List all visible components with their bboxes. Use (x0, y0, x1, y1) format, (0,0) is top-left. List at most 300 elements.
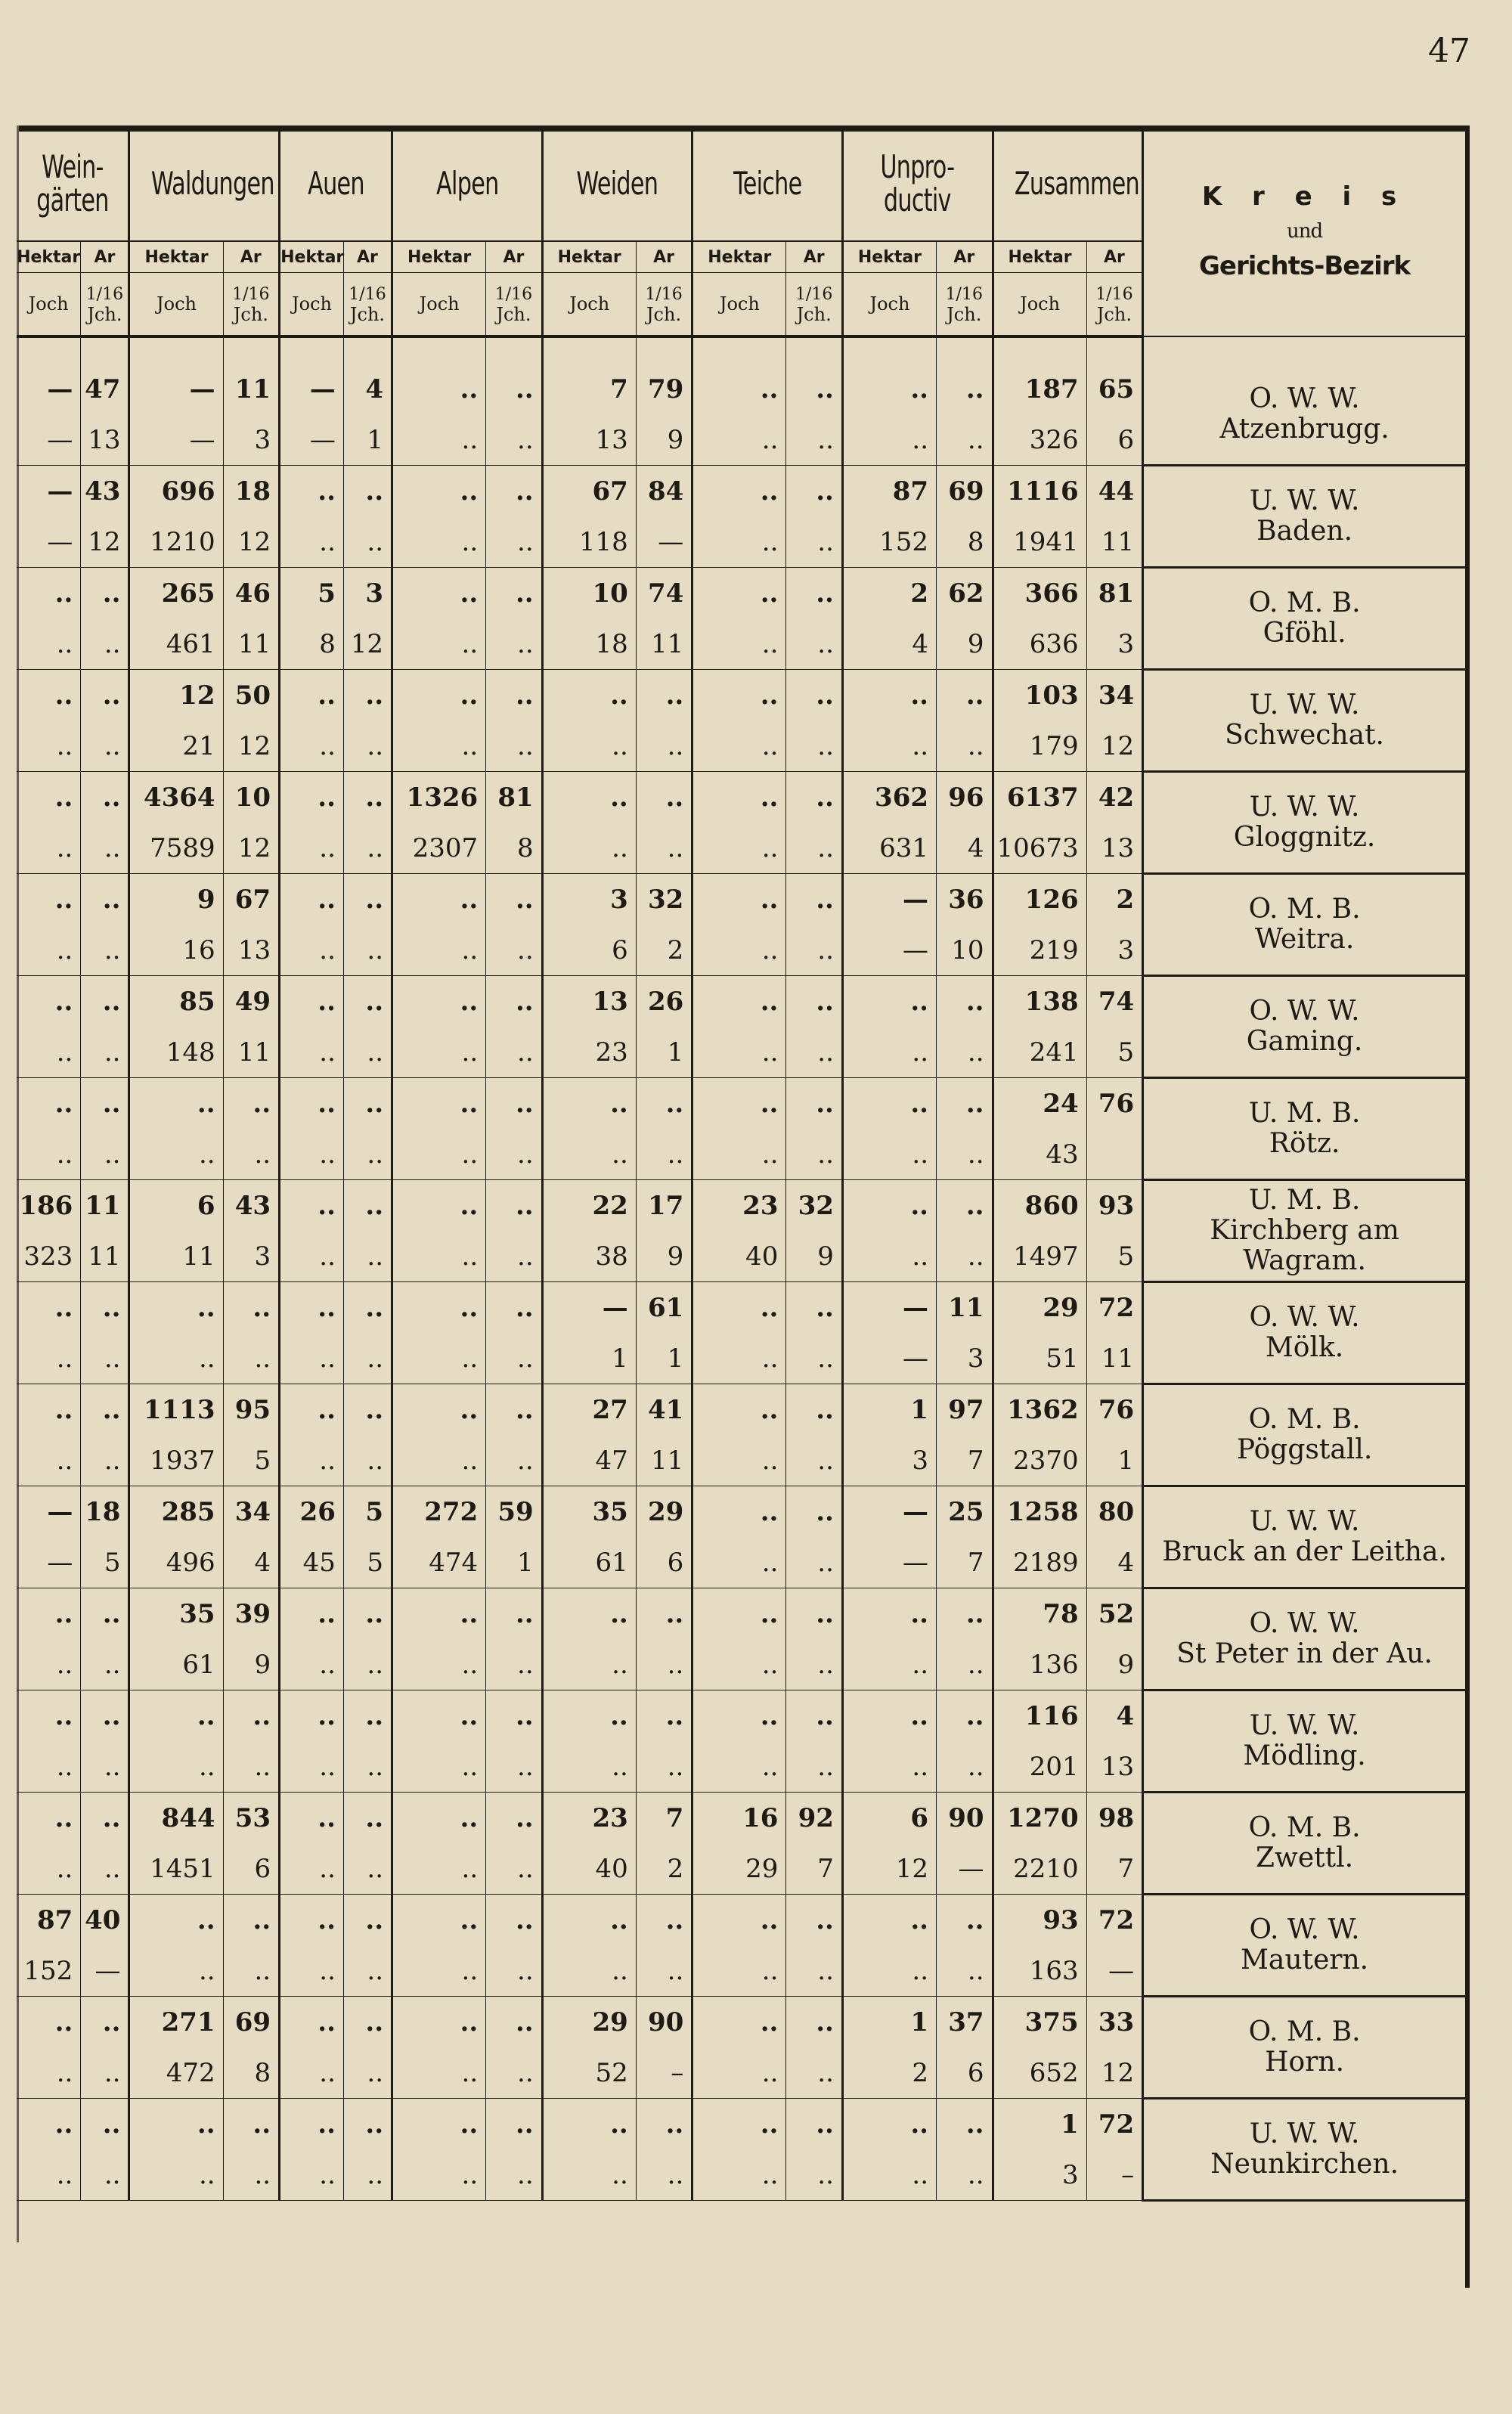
table-cell: 6 (636, 1537, 692, 1588)
spacer-cell (786, 336, 843, 364)
table-cell: 2 (636, 1843, 692, 1895)
table-cell: .. (81, 1843, 129, 1895)
table-cell: 12 (223, 823, 280, 874)
table-cell: 7589 (129, 823, 223, 874)
spacer-cell (129, 336, 223, 364)
spacer-cell (937, 336, 993, 364)
kreis-cell (1143, 1895, 1465, 1997)
unit-jch: Jch. (646, 304, 682, 325)
table-cell: .. (486, 466, 542, 517)
table-cell: .. (692, 874, 786, 925)
table-cell: .. (392, 670, 486, 721)
table-cell: 29 (636, 1486, 692, 1538)
table-cell: .. (486, 670, 542, 721)
table-cell: 13 (223, 925, 280, 976)
table-cell: .. (692, 1282, 786, 1334)
table-cell: 11 (223, 618, 280, 670)
table-cell: .. (486, 1843, 542, 1895)
table-cell: .. (392, 1180, 486, 1232)
table-cell: .. (17, 823, 81, 874)
table-cell: .. (280, 772, 344, 823)
gerichts-bezirk-name: Pöggstall. (1236, 1434, 1373, 1465)
table-cell: 5 (343, 1486, 392, 1538)
table-cell: 62 (937, 568, 993, 619)
table-cell: .. (81, 720, 129, 772)
table-cell: .. (636, 1588, 692, 1640)
table-cell: .. (692, 1895, 786, 1946)
table-cell: 34 (223, 1486, 280, 1538)
table-cell: — (842, 1486, 936, 1538)
table-cell: 860 (993, 1180, 1086, 1232)
unit-ar: Ar (81, 241, 129, 273)
table-cell: .. (692, 2099, 786, 2150)
table-cell: 8 (223, 2047, 280, 2099)
table-cell: 5 (343, 1537, 392, 1588)
table-cell: .. (343, 2149, 392, 2201)
unit-ar: Ar (1086, 241, 1143, 273)
gerichts-bezirk-name: Zwettl. (1256, 1842, 1354, 1873)
group-weingaerten: Wein-gärten (33, 127, 113, 241)
table-cell: 126 (993, 874, 1086, 925)
table-cell: 12 (343, 618, 392, 670)
table-cell: — (17, 364, 81, 414)
table-cell: .. (392, 1435, 486, 1486)
table-cell: 2307 (392, 823, 486, 874)
table-cell: .. (542, 2149, 636, 2201)
table-cell: 148 (129, 1027, 223, 1078)
table-cell: .. (392, 1793, 486, 1844)
table-cell: 6137 (993, 772, 1086, 823)
table-cell: — (937, 1843, 993, 1895)
table-cell: .. (842, 1741, 936, 1793)
table-cell: 1 (343, 414, 392, 466)
table-cell: 52 (542, 2047, 636, 2099)
table-row-top (17, 1690, 1465, 1742)
unit-sixteenth-joch (486, 273, 542, 337)
table-cell: .. (786, 466, 843, 517)
table-cell: — (842, 1282, 936, 1334)
spacer-cell (486, 336, 542, 364)
table-cell: 1451 (129, 1843, 223, 1895)
table-cell: 47 (81, 364, 129, 414)
table-cell: 1 (542, 1333, 636, 1384)
table-cell: .. (81, 1588, 129, 1640)
table-cell: .. (692, 925, 786, 976)
table-cell: .. (17, 1690, 81, 1742)
table-cell: 59 (486, 1486, 542, 1538)
table-cell: .. (81, 976, 129, 1027)
table-cell: .. (81, 2047, 129, 2099)
table-cell: .. (692, 976, 786, 1027)
table-cell: .. (392, 1741, 486, 1793)
table-cell: 1210 (129, 516, 223, 568)
table-cell: .. (486, 1997, 542, 2048)
table-cell: .. (392, 720, 486, 772)
table-cell: .. (343, 1129, 392, 1180)
table-cell: .. (842, 414, 936, 466)
table-cell: .. (343, 1231, 392, 1282)
table-cell: 6 (223, 1843, 280, 1895)
table-cell: 95 (223, 1384, 280, 1436)
table-cell: 1270 (993, 1793, 1086, 1844)
table-cell: .. (17, 2149, 81, 2201)
table-cell: 80 (1086, 1486, 1143, 1538)
table-cell: .. (280, 1997, 344, 2048)
table-cell: 6 (542, 925, 636, 976)
table-cell: .. (392, 1078, 486, 1130)
table-cell: 163 (993, 1945, 1086, 1997)
table-cell: 265 (129, 568, 223, 619)
table-cell: .. (81, 2099, 129, 2150)
table-cell: .. (692, 1027, 786, 1078)
table-cell: .. (692, 1078, 786, 1130)
table-cell: 13 (1086, 823, 1143, 874)
table-cell: .. (786, 516, 843, 568)
kreis-cell (1143, 670, 1465, 772)
table-cell: .. (937, 670, 993, 721)
table-cell: 116 (993, 1690, 1086, 1742)
table-cell: .. (786, 568, 843, 619)
table-cell: 41 (636, 1384, 692, 1436)
table-cell: .. (842, 1078, 936, 1130)
table-cell: .. (343, 1588, 392, 1640)
table-cell: .. (692, 1384, 786, 1436)
table-cell: .. (81, 568, 129, 619)
table-cell: .. (280, 1129, 344, 1180)
table-cell: 3 (223, 1231, 280, 1282)
table-cell: 45 (280, 1537, 344, 1588)
table-cell: .. (223, 1282, 280, 1334)
table-cell: .. (17, 670, 81, 721)
table-cell: .. (280, 2047, 344, 2099)
spacer-cell (842, 336, 936, 364)
table-cell: 272 (392, 1486, 486, 1538)
table-cell: .. (280, 2099, 344, 2150)
table-cell: .. (280, 874, 344, 925)
table-cell: .. (129, 1741, 223, 1793)
table-cell: 271 (129, 1997, 223, 2048)
table-cell: .. (786, 1486, 843, 1538)
gerichts-bezirk-name: Neunkirchen. (1210, 2149, 1399, 2180)
table-cell: 9 (223, 1639, 280, 1690)
table-cell: .. (280, 720, 344, 772)
table-cell: .. (692, 618, 786, 670)
unit-fraction: 1/16 (232, 285, 270, 304)
table-cell: 6 (1086, 414, 1143, 466)
table-cell: .. (937, 720, 993, 772)
table-cell: 2189 (993, 1537, 1086, 1588)
unit-fraction: 1/16 (85, 285, 124, 304)
land-statistics-table (17, 127, 1465, 2202)
table-cell: 25 (937, 1486, 993, 1538)
table-cell: .. (343, 466, 392, 517)
kreis-cell (1143, 1078, 1465, 1180)
table-cell: .. (392, 2099, 486, 2150)
table-cell: .. (542, 1741, 636, 1793)
table-cell: .. (17, 1282, 81, 1334)
table-cell: 87 (17, 1895, 81, 1946)
table-cell: .. (842, 2099, 936, 2150)
table-cell: 11 (937, 1282, 993, 1334)
table-cell: 7 (937, 1435, 993, 1486)
table-cell: .. (343, 516, 392, 568)
table-cell: .. (486, 720, 542, 772)
table-cell: 29 (542, 1997, 636, 2048)
table-cell: .. (842, 670, 936, 721)
table-cell: .. (223, 1333, 280, 1384)
group-alpen: Alpen (413, 127, 521, 241)
table-cell: 2 (1086, 874, 1143, 925)
table-cell: .. (786, 874, 843, 925)
table-cell: 5 (1086, 1231, 1143, 1282)
table-cell: 3 (343, 568, 392, 619)
table-cell: .. (842, 1588, 936, 1640)
table-cell: .. (842, 1027, 936, 1078)
table-cell: .. (280, 1180, 344, 1232)
table-cell: .. (486, 1282, 542, 1334)
table-cell: .. (280, 1384, 344, 1436)
table-cell: .. (280, 1945, 344, 1997)
table-cell: .. (81, 2149, 129, 2201)
table-cell: — (280, 414, 344, 466)
table-cell: .. (392, 1639, 486, 1690)
gerichts-bezirk-name: Weitra. (1254, 924, 1355, 955)
table-cell: 5 (81, 1537, 129, 1588)
table-cell: 96 (937, 772, 993, 823)
table-cell: 78 (993, 1588, 1086, 1640)
table-cell: 1 (486, 1537, 542, 1588)
table-cell: 472 (129, 2047, 223, 2099)
gerichts-bezirk-name: Kirchberg am Wagram. (1210, 1215, 1399, 1276)
table-cell: .. (17, 772, 81, 823)
table-cell: .. (17, 1027, 81, 1078)
table-cell: 23 (692, 1180, 786, 1232)
unit-ar: Ar (223, 241, 280, 273)
table-cell: 35 (542, 1486, 636, 1538)
table-cell: 10673 (993, 823, 1086, 874)
group-waldungen: Waldungen (150, 127, 259, 241)
table-cell: 496 (129, 1537, 223, 1588)
table-cell: 474 (392, 1537, 486, 1588)
table-cell: .. (17, 2047, 81, 2099)
table-cell: .. (486, 364, 542, 414)
table-cell: .. (343, 1895, 392, 1946)
table-cell: — (17, 1486, 81, 1538)
table-cell: .. (280, 1231, 344, 1282)
table-cell: .. (692, 516, 786, 568)
spacer-cell (343, 336, 392, 364)
kreis-cell (1143, 1690, 1465, 1793)
table-cell: .. (81, 670, 129, 721)
table-cell: .. (937, 1639, 993, 1690)
table-cell: 22 (542, 1180, 636, 1232)
table-cell: — (842, 925, 936, 976)
table-cell: .. (937, 1180, 993, 1232)
table-cell: .. (937, 364, 993, 414)
table-cell: .. (223, 2099, 280, 2150)
spacer-cell (17, 336, 81, 364)
kreis-type: U. W. W. (1249, 1710, 1360, 1741)
spacer-cell (223, 336, 280, 364)
table-cell: .. (636, 1129, 692, 1180)
table-cell: 1 (842, 1997, 936, 2048)
table-cell: .. (636, 1741, 692, 1793)
table-cell: .. (786, 618, 843, 670)
table-cell: .. (280, 1895, 344, 1946)
table-cell: .. (842, 2149, 936, 2201)
table-cell: .. (786, 1945, 843, 1997)
kreis-cell (1143, 364, 1465, 466)
table-cell: 2 (636, 925, 692, 976)
table-cell: .. (129, 1945, 223, 1997)
table-cell: – (1086, 2149, 1143, 2201)
table-cell: .. (343, 1793, 392, 1844)
table-cell: .. (842, 1180, 936, 1232)
group-header-row (17, 127, 1465, 241)
table-cell: 81 (486, 772, 542, 823)
unit-sixteenth-joch (636, 273, 692, 337)
table-cell: .. (343, 1690, 392, 1742)
table-cell: .. (280, 1793, 344, 1844)
table-cell: 18 (542, 618, 636, 670)
spacer-cell (993, 336, 1086, 364)
table-cell: 201 (993, 1741, 1086, 1793)
table-cell: 74 (1086, 976, 1143, 1027)
table-cell: .. (81, 823, 129, 874)
table-cell: .. (486, 516, 542, 568)
unit-sixteenth-joch (81, 273, 129, 337)
table-cell: .. (692, 823, 786, 874)
unit-ar: Ar (343, 241, 392, 273)
table-cell: .. (392, 618, 486, 670)
table-cell: .. (81, 1129, 129, 1180)
kreis-cell (1143, 1588, 1465, 1690)
unit-hektar: Hektar (842, 241, 936, 273)
table-cell: 631 (842, 823, 936, 874)
gerichts-bezirk-name: Gföhl. (1263, 618, 1346, 649)
table-row-top (17, 1078, 1465, 1130)
table-cell: 9 (636, 414, 692, 466)
unit-hektar: Hektar (17, 241, 81, 273)
table-cell: 90 (636, 1997, 692, 2048)
gerichts-bezirk-name: Baden. (1256, 516, 1353, 547)
table-cell: .. (786, 1895, 843, 1946)
table-cell: .. (692, 772, 786, 823)
table-cell: 32 (786, 1180, 843, 1232)
table-cell: 81 (1086, 568, 1143, 619)
table-cell: .. (486, 1741, 542, 1793)
table-cell: 11 (129, 1231, 223, 1282)
unit-jch: Jch. (1096, 304, 1132, 325)
table-cell: .. (486, 2047, 542, 2099)
table-cell: 16 (692, 1793, 786, 1844)
table-cell: 18 (81, 1486, 129, 1538)
table-row-top (17, 1384, 1465, 1436)
table-cell: 93 (993, 1895, 1086, 1946)
table-cell: 362 (842, 772, 936, 823)
table-cell: .. (486, 976, 542, 1027)
table-cell: .. (486, 1078, 542, 1130)
table-row-top (17, 1180, 1465, 1232)
kreis-type: O. W. W. (1249, 383, 1360, 414)
unit-fraction: 1/16 (945, 285, 983, 304)
gerichts-bezirk-name: Mölk. (1265, 1332, 1344, 1363)
table-cell: .. (486, 1690, 542, 1742)
table-cell: 24 (993, 1078, 1086, 1130)
table-cell: 85 (129, 976, 223, 1027)
table-cell: .. (486, 874, 542, 925)
table-cell: .. (486, 1129, 542, 1180)
table-cell: .. (223, 1741, 280, 1793)
table-cell: .. (786, 1333, 843, 1384)
table-cell: .. (343, 1384, 392, 1436)
table-cell: .. (81, 1639, 129, 1690)
table-cell: .. (542, 1129, 636, 1180)
gerichts-bezirk-name: Rötz. (1269, 1128, 1340, 1159)
table-cell: 3 (223, 414, 280, 466)
table-cell: 10 (223, 772, 280, 823)
gerichts-bezirk-name: St Peter in der Au. (1176, 1638, 1433, 1669)
table-cell: .. (392, 1027, 486, 1078)
table-cell: .. (842, 1129, 936, 1180)
table-cell: .. (129, 1333, 223, 1384)
unit-joch: Joch (280, 273, 344, 337)
table-cell: .. (223, 1945, 280, 1997)
table-cell: .. (786, 772, 843, 823)
table-cell: 4 (1086, 1537, 1143, 1588)
table-cell: .. (392, 1384, 486, 1436)
table-cell: 1 (842, 1384, 936, 1436)
table-cell: .. (17, 1843, 81, 1895)
table-cell: .. (842, 1895, 936, 1946)
table-row-top (17, 2099, 1465, 2150)
group-weiden: Weiden (563, 127, 671, 241)
gerichts-bezirk-name: Gaming. (1246, 1026, 1363, 1057)
gerichts-bezirk-name: Schwechat. (1225, 720, 1384, 751)
table-cell: .. (786, 1690, 843, 1742)
table-cell: 74 (636, 568, 692, 619)
table-cell: .. (692, 1741, 786, 1793)
table-cell: .. (81, 618, 129, 670)
unit-hektar: Hektar (692, 241, 786, 273)
table-cell: 366 (993, 568, 1086, 619)
table-cell: 33 (1086, 1997, 1143, 2048)
table-cell: 92 (786, 1793, 843, 1844)
table-cell: .. (17, 1997, 81, 2048)
unit-hektar: Hektar (129, 241, 223, 273)
table-cell: 10 (542, 568, 636, 619)
table-cell: 136 (993, 1639, 1086, 1690)
table-row-top (17, 1282, 1465, 1334)
table-cell: .. (692, 466, 786, 517)
kreis-cell (1143, 568, 1465, 670)
kreis-cell (1143, 1282, 1465, 1384)
table-cell: 9 (129, 874, 223, 925)
spacer-cell (692, 336, 786, 364)
table-cell: 1258 (993, 1486, 1086, 1538)
spacer-row (17, 336, 1465, 364)
table-cell: 11 (223, 1027, 280, 1078)
table-cell: 6 (129, 1180, 223, 1232)
table-cell: .. (343, 1333, 392, 1384)
table-cell: 7 (786, 1843, 843, 1895)
table-cell: .. (392, 516, 486, 568)
table-cell: .. (129, 1078, 223, 1130)
kreis-type: O. W. W. (1249, 996, 1360, 1027)
table-cell: .. (280, 1435, 344, 1486)
table-cell: .. (542, 720, 636, 772)
table-cell: 4 (343, 364, 392, 414)
